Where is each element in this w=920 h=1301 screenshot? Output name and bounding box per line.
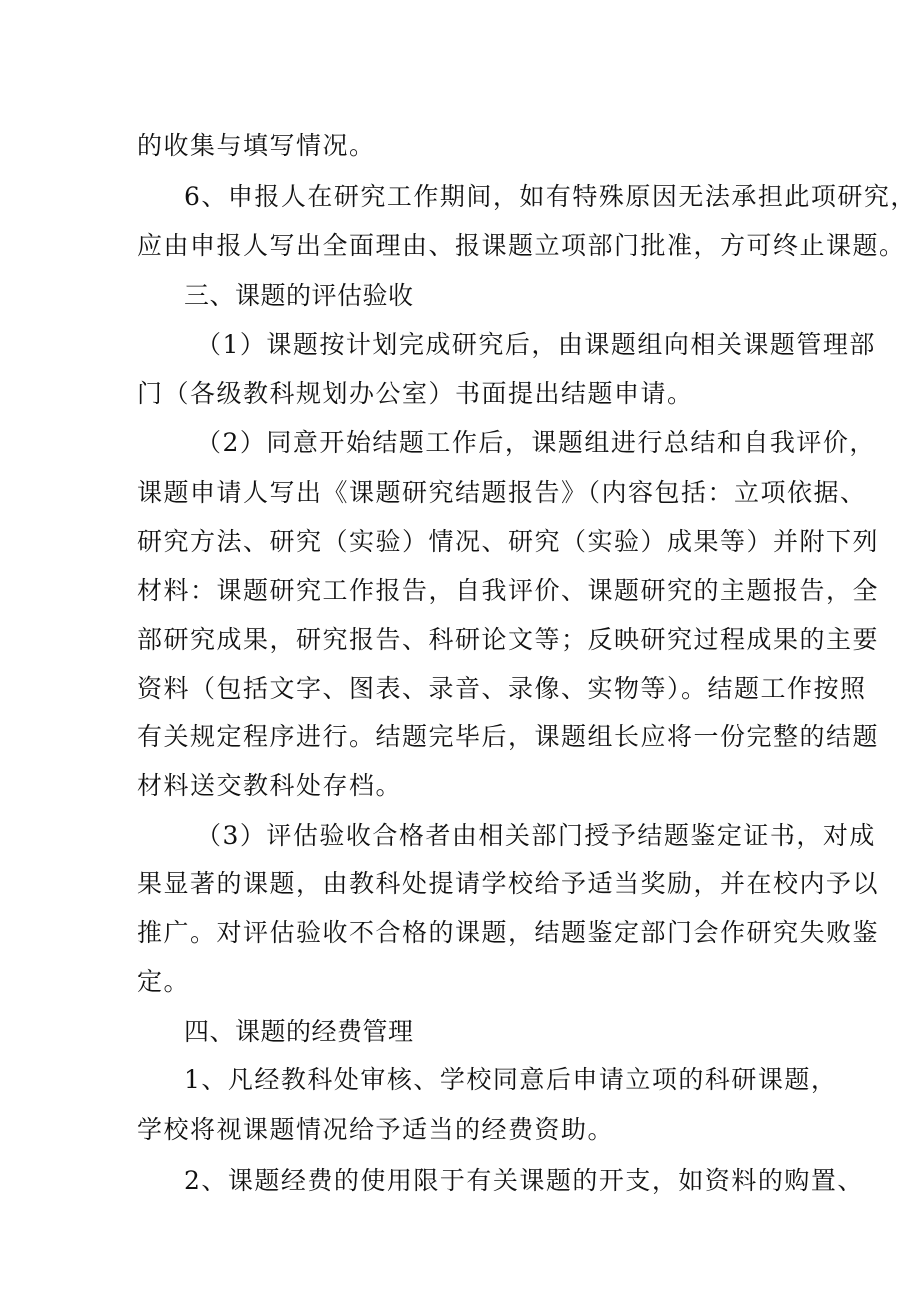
section-heading: 四、课题的经费管理 — [184, 1017, 414, 1046]
text-line: 应由申报人写出全面理由、报课题立项部门批准，方可终止课题。 — [137, 231, 906, 260]
section-heading: 三、课题的评估验收 — [184, 281, 414, 310]
text-line: 定。 — [137, 967, 191, 996]
text-line: 材料送交教科处存档。 — [137, 771, 403, 800]
text-line: （1）课题按计划完成研究后，由课题组向相关课题管理部 — [196, 330, 876, 359]
text-line: 课题申请人写出《课题研究结题报告》（内容包括：立项依据、 — [137, 478, 867, 507]
text-line: （2）同意开始结题工作后，课题组进行总结和自我评价， — [196, 428, 876, 457]
text-line: 1、凡经教科处审核、学校同意后申请立项的科研课题， — [184, 1065, 838, 1094]
text-line: （3）评估验收合格者由相关部门授予结题鉴定证书，对成 — [196, 821, 876, 850]
text-line: 材料：课题研究工作报告，自我评价、课题研究的主题报告，全 — [137, 576, 880, 605]
text-line: 部研究成果，研究报告、科研论文等；反映研究过程成果的主要 — [137, 625, 880, 654]
text-line: 果显著的课题，由教科处提请学校给予适当奖励，并在校内予以 — [137, 869, 880, 898]
text-line: 6、申报人在研究工作期间，如有特殊原因无法承担此项研究， — [184, 182, 917, 211]
text-line: 学校将视课题情况给予适当的经费资助。 — [137, 1115, 615, 1144]
text-line: 资料（包括文字、图表、录音、录像、实物等）。结题工作按照 — [137, 674, 867, 703]
text-line: 2、课题经费的使用限于有关课题的开支，如资料的购置、 — [184, 1166, 864, 1195]
text-line: 有关规定程序进行。结题完毕后，课题组长应将一份完整的结题 — [137, 722, 880, 751]
text-line: 的收集与填写情况。 — [137, 131, 376, 160]
text-line: 门（各级教科规划办公室）书面提出结题申请。 — [137, 379, 694, 408]
text-line: 研究方法、研究（实验）情况、研究（实验）成果等）并附下列 — [137, 527, 880, 556]
text-line: 推广。对评估验收不合格的课题，结题鉴定部门会作研究失败鉴 — [137, 918, 880, 947]
